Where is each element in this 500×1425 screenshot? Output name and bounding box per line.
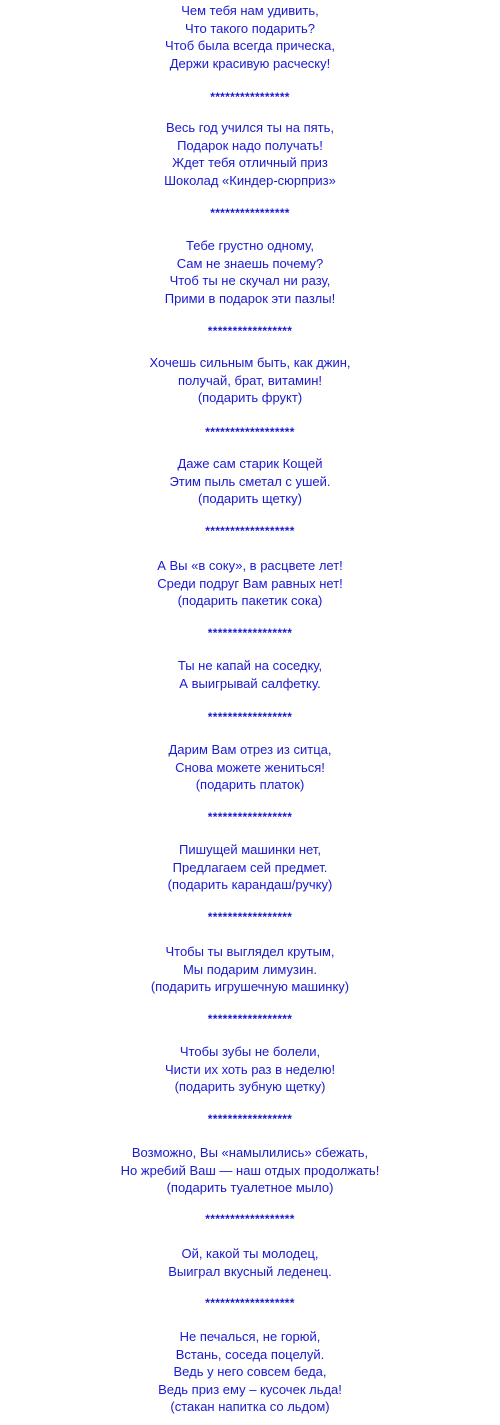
poem-line: Шоколад «Киндер-сюрприз»: [164, 172, 336, 188]
stanza-separator: *****************: [207, 1112, 293, 1126]
poem-line: Пишущей машинки нет,: [179, 842, 321, 857]
poem-line: Чтоб ты не скучал ни разу,: [169, 273, 331, 288]
poem-line: Ой, какой ты молодец,: [181, 1246, 319, 1261]
poem-line: Выиграл вкусный леденец.: [168, 1263, 332, 1279]
poem-line: Весь год учился ты на пять,: [165, 120, 334, 135]
poem-line: Держи красивую расческу!: [169, 55, 331, 71]
poem-line: получай, брат, витамин!: [177, 372, 323, 388]
poem-line: (подарить зубную щетку): [174, 1079, 326, 1094]
poem-line: Чтобы ты выглядел крутым,: [165, 944, 335, 959]
poem-line: Чтоб была всегда прическа,: [165, 38, 335, 53]
poem-line: (подарить фрукт): [197, 390, 303, 405]
poem-line: Что такого подарить?: [185, 20, 315, 36]
poem-line: (подарить щетку): [198, 491, 302, 506]
poem-line: Прими в подарок эти пазлы!: [164, 290, 336, 306]
stanza-separator: *****************: [207, 626, 293, 640]
poem-line: Сам не знаешь почему?: [176, 255, 324, 271]
poem-line: Подарок надо получать!: [177, 137, 323, 153]
poem-line: Встань, соседа поцелуй.: [175, 1346, 325, 1362]
poem-line: Ты не капай на соседку,: [177, 658, 323, 673]
poem-line: А Вы «в соку», в расцвете лет!: [157, 558, 343, 573]
stanza-separator: *****************: [207, 910, 293, 924]
poem-line: Мы подарим лимузин.: [182, 961, 318, 977]
poem-line: Дарим Вам отрез из ситца,: [168, 742, 332, 757]
poem-line: Ждет тебя отличный приз: [172, 155, 328, 170]
poem-line: Чтобы зубы не болели,: [179, 1044, 321, 1059]
poem-line: А выигрывай салфетку.: [179, 675, 321, 691]
stanza-separator: *****************: [207, 1012, 293, 1026]
stanza-separator: *****************: [207, 810, 293, 824]
poem-line: Предлагаем сей предмет.: [172, 859, 328, 875]
poem-line: Этим пыль сметал с ушей.: [169, 473, 331, 489]
poem-line: Возможно, Вы «намылились» сбежать,: [131, 1145, 369, 1160]
stanza-separator: ****************: [210, 206, 290, 220]
poem-line: (подарить игрушечную машинку): [150, 979, 350, 994]
stanza-separator: ******************: [205, 1212, 295, 1226]
poem-line: Чисти их хоть раз в неделю!: [164, 1061, 336, 1077]
poem-line: (подарить туалетное мыло): [166, 1180, 334, 1195]
poem-line: Не печалься, не горюй,: [179, 1329, 321, 1344]
poem-line: Ведь у него совсем беда,: [173, 1364, 327, 1379]
poem-line: Тебе грустно одному,: [186, 238, 314, 253]
stanza-separator: ******************: [205, 524, 295, 538]
poem-line: (подарить карандаш/ручку): [167, 877, 333, 892]
poem-line: (подарить платок): [195, 777, 305, 792]
poem-line: (подарить пакетик сока): [177, 593, 323, 608]
poem-line: Снова можете жениться!: [175, 759, 325, 775]
stanza-separator: ******************: [205, 1296, 295, 1310]
poem-line: Хочешь сильным быть, как джин,: [149, 355, 351, 370]
stanza-separator: *****************: [207, 324, 293, 338]
stanza-separator: ******************: [205, 425, 295, 439]
stanza-separator: *****************: [207, 710, 293, 724]
poem-line: Среди подруг Вам равных нет!: [157, 575, 343, 591]
poem-line: Даже сам старик Кощей: [177, 456, 323, 471]
stanza-separator: ****************: [210, 90, 290, 104]
poem-line: Ведь приз ему – кусочек льда!: [158, 1381, 342, 1397]
poem-line: Чем тебя нам удивить,: [181, 3, 319, 18]
poem-line: Но жребий Ваш — наш отдых продолжать!: [120, 1162, 380, 1178]
poem-line: (стакан напитка со льдом): [170, 1399, 330, 1414]
